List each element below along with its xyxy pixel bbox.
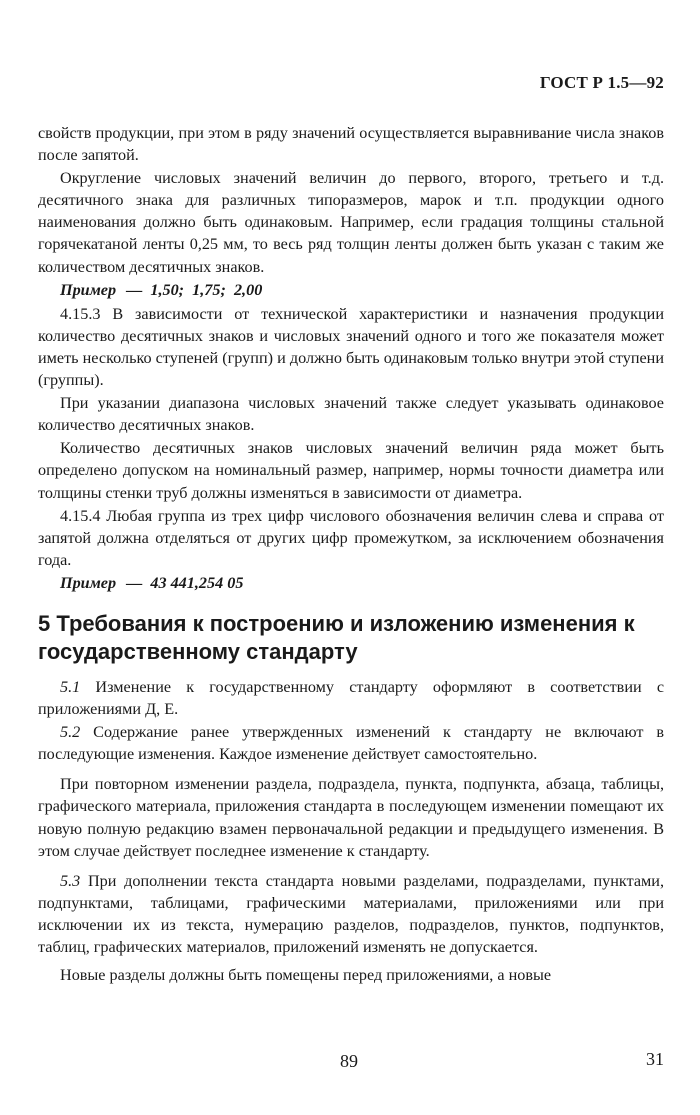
paragraph: 4.15.4 Любая группа из трех цифр числового обозначения величин слева и справа от запятой должна отделяться от других цифр промежутком, за исключением обозначения года. <box>38 506 664 569</box>
paragraph: Округление числовых значений величин до первого, второго, третьего и т.д. десятичного знака для различных типоразмеров, марок и т.п. продукции одного наименования должно быть одинаковым. Например, если градация толщины стальной горячекатаной ленты 0,25 мм, то весь ряд толщин ленты должен быть указан с таким же количеством десятичных знаков. <box>38 169 664 276</box>
example-line <box>38 279 664 301</box>
section-item <box>38 721 664 765</box>
paragraph: При указании диапазона числовых значений также следует указывать одинаковое количество десятичных знаков. <box>38 394 664 435</box>
item-number: 5.3 <box>60 871 81 890</box>
page-number-right: 31 <box>646 1049 664 1069</box>
item-text: Изменение к государственному стандарту оформляют в соответствии с приложениями Д, Е. <box>38 677 665 719</box>
paragraph: 4.15.3 В зависимости от технической характеристики и назначения продукции количество десятичных знаков и числовых значений одного и того же показателя может иметь несколько ступеней (групп) и должно быть одинаковым только внутри этой ступени (группы). <box>38 304 664 390</box>
example-value: 43 441,254 05 <box>150 573 244 592</box>
example-dash: — <box>126 573 143 592</box>
item-text: Содержание ранее утвержденных изменений к стандарту не включают в последующие изменения. Каждое изменение действует самостоятельно. <box>38 723 665 764</box>
example-line <box>38 572 664 594</box>
example-value: 1,50; 1,75; 2,00 <box>150 280 263 299</box>
item-number: 5.1 <box>60 677 81 696</box>
example-label: Пример <box>60 573 117 592</box>
item-text: При дополнении текста стандарта новыми разделами, подразделами, пунктами, подпунктами, таблицами, графическими материалами, приложениями или при исключении их из текста, нумерацию разделов, подразделов, пунктов, подпунктов, таблиц, графических материалов, приложений изменять не допускается. <box>38 871 664 956</box>
example-label: Пример <box>60 280 117 299</box>
section-heading: 5 Требования к построению и изложению изменения к государственному стандарту <box>38 610 635 664</box>
paragraph: Количество десятичных знаков числовых значений величин ряда может быть определено допуском на номинальный размер, например, нормы точности диаметра или толщины стенки труб должны изменяться в зависимости от диаметра. <box>38 439 664 502</box>
document-header: ГОСТ Р 1.5—92 <box>539 73 664 92</box>
page-number-center: 89 <box>340 1051 358 1071</box>
example-dash: — <box>126 280 143 299</box>
paragraph: При повторном изменении раздела, подраздела, пункта, подпункта, абзаца, таблицы, графического материала, приложения стандарта в последующем изменении помещают их новую полную редакцию взамен первоначальной редакции и предыдущего изменения. В этом случае действует последнее изменение к стандарту. <box>38 775 664 860</box>
item-number: 5.2 <box>60 723 81 742</box>
page-body <box>38 122 664 987</box>
paragraph: свойств продукции, при этом в ряду значений осуществляется выравнивание числа знаков после запятой. <box>38 124 664 165</box>
paragraph: Новые разделы должны быть помещены перед приложениями, а новые <box>60 966 552 985</box>
section-item <box>38 870 664 958</box>
section-item <box>38 676 664 720</box>
